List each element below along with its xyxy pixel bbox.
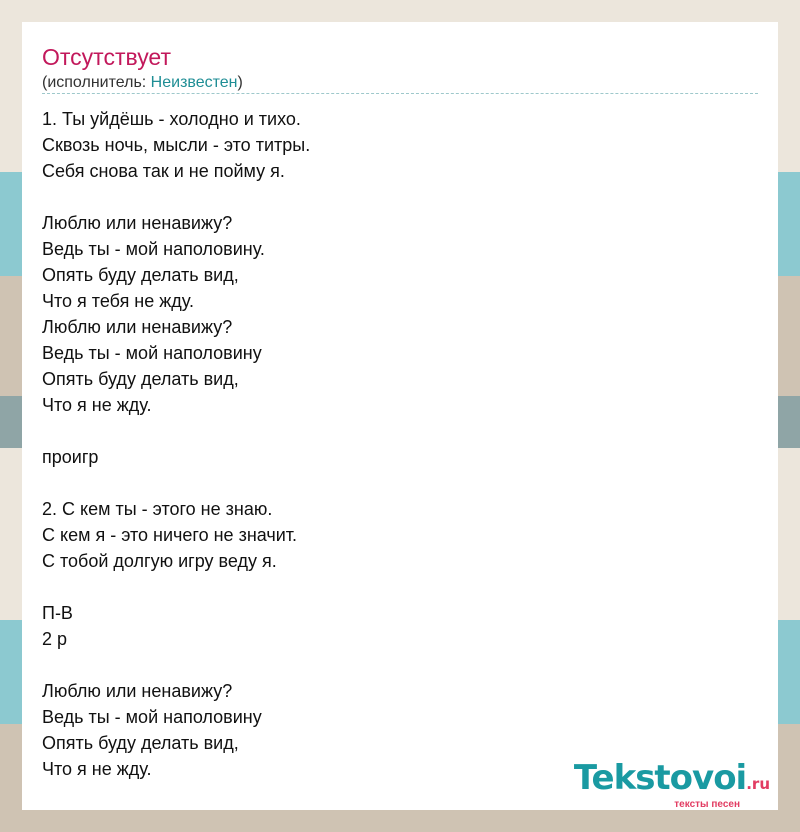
lyric-line	[42, 574, 310, 600]
lyric-line: Что я не жду.	[42, 759, 152, 779]
lyric-line: Опять буду делать вид,	[42, 265, 239, 285]
lyric-line: Ведь ты - мой наполовину.	[42, 239, 265, 259]
lyric-line	[42, 652, 310, 678]
artist-prefix: (исполнитель:	[42, 74, 151, 91]
lyric-line: С тобой долгую игру веду я.	[42, 551, 277, 571]
song-title: Отсутствует	[42, 44, 171, 70]
lyric-line: 2. С кем ты - этого не знаю.	[42, 499, 273, 519]
lyric-line: Что я не жду.	[42, 395, 152, 415]
lyric-line: 2 р	[42, 629, 68, 649]
lyric-line: Себя снова так и не пойму я.	[42, 161, 285, 181]
lyric-line: проигр	[42, 447, 99, 467]
logo-tagline: тексты песен	[674, 799, 740, 810]
artist-line	[42, 74, 243, 92]
lyric-line	[42, 470, 310, 496]
lyric-line: Что я тебя не жду.	[42, 291, 195, 311]
lyric-line: Люблю или ненавижу?	[42, 213, 233, 233]
lyric-line: Ведь ты - мой наполовину	[42, 343, 262, 363]
lyric-line: Сквозь ночь, мысли - это титры.	[42, 135, 311, 155]
lyrics-body	[42, 106, 310, 782]
lyric-line: П-В	[42, 603, 73, 623]
artist-link[interactable]: Неизвестен	[150, 74, 238, 91]
lyric-line: С кем я - это ничего не значит.	[42, 525, 298, 545]
lyric-line	[42, 418, 310, 444]
artist-suffix: )	[237, 74, 243, 91]
title-divider	[42, 93, 758, 94]
lyric-line: Люблю или ненавижу?	[42, 317, 233, 337]
logo-tld: .ru	[746, 775, 770, 793]
lyric-line: Ведь ты - мой наполовину	[42, 707, 262, 727]
logo-name: Tekstovoi	[573, 758, 747, 798]
lyric-line: Опять буду делать вид,	[42, 369, 239, 389]
logo-wordmark	[573, 758, 770, 801]
lyric-line: 1. Ты уйдёшь - холодно и тихо.	[42, 109, 301, 129]
lyrics-card	[22, 22, 778, 810]
site-logo[interactable]	[573, 758, 770, 810]
lyric-line	[42, 184, 310, 210]
lyric-line: Опять буду делать вид,	[42, 733, 239, 753]
lyric-line: Люблю или ненавижу?	[42, 681, 233, 701]
